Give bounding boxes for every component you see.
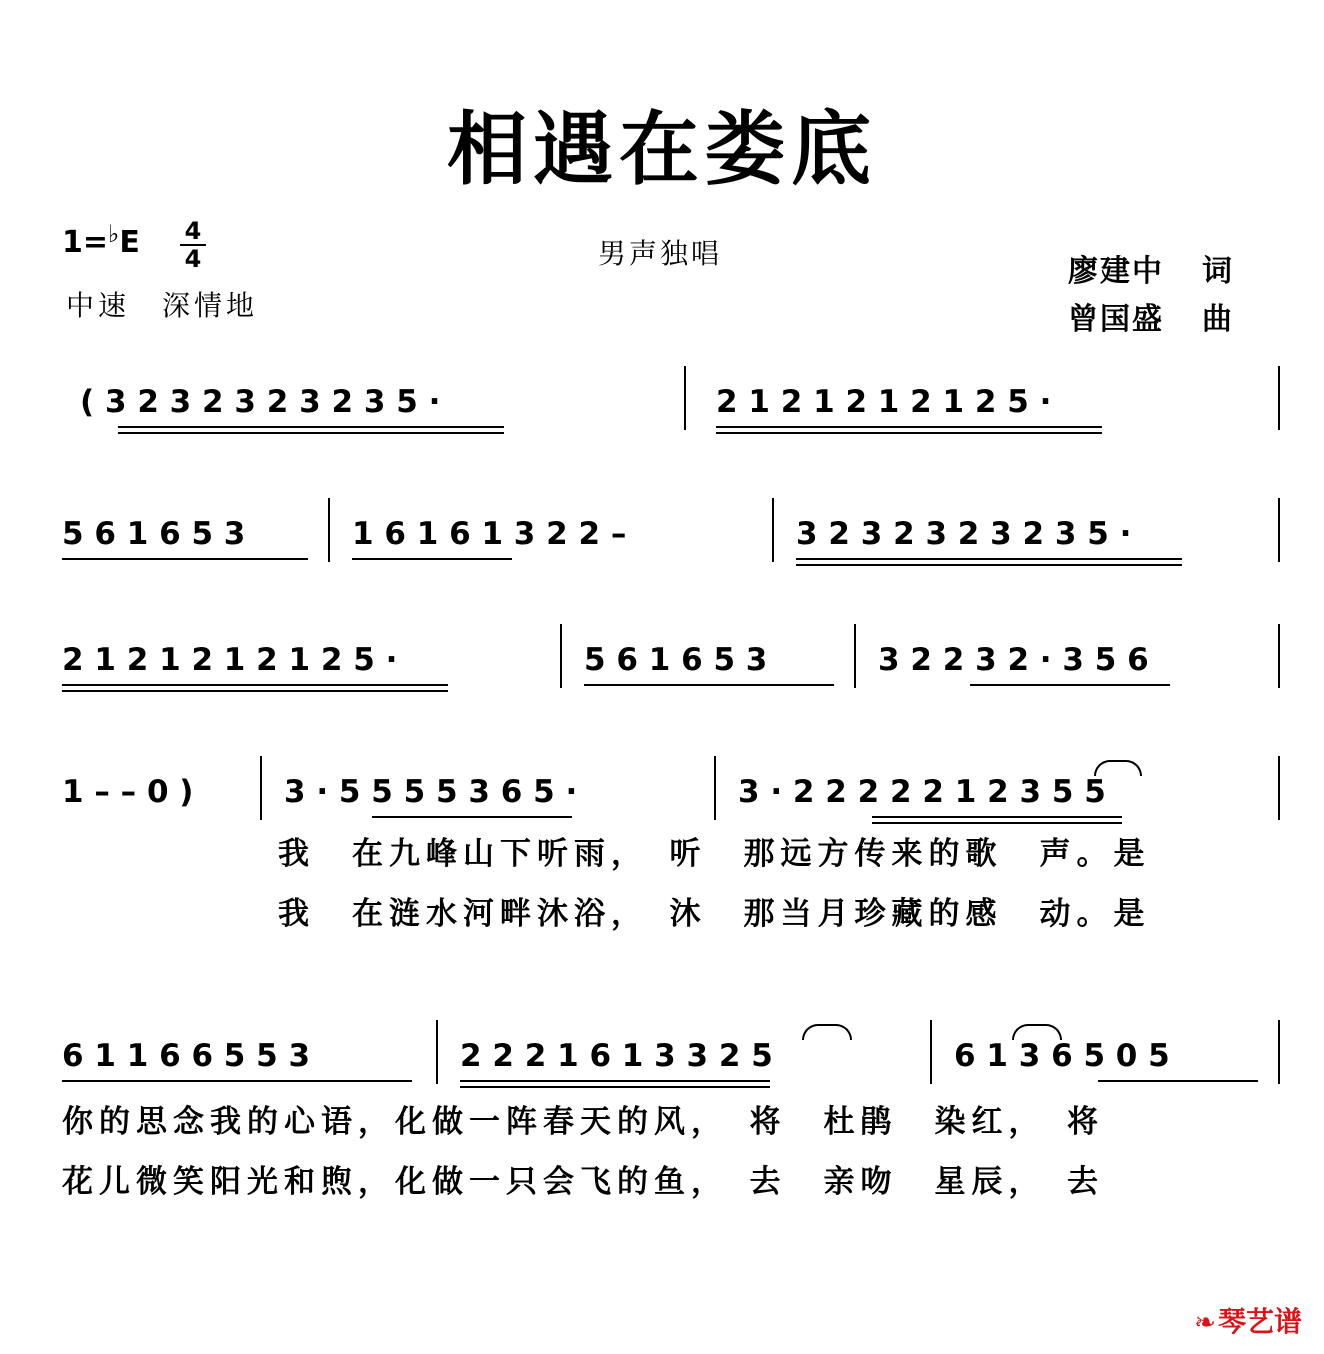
watermark-text: 琴艺谱: [1217, 1305, 1302, 1338]
notes-measure: 3 2 2 3 2 · 3 5 6: [878, 642, 1149, 678]
notes-measure: 5 6 1 6 5 3: [584, 642, 768, 678]
composer-name: 曾国盛: [1068, 302, 1164, 337]
key-letter: E: [119, 225, 140, 260]
notes-measure: 1 – – 0 ): [62, 774, 194, 810]
notes-measure: 2 1 2 1 2 1 2 1 2 5 ·: [716, 384, 1052, 420]
composer-role: 曲: [1202, 302, 1234, 337]
watermark: [1194, 1300, 1302, 1340]
notes-measure: 2 1 2 1 2 1 2 1 2 5 ·: [62, 642, 398, 678]
key-tonic: 1=: [62, 225, 109, 260]
composer-credit: [1068, 294, 1234, 338]
time-signature-bottom: 4: [184, 245, 202, 273]
notes-measure: 5 6 1 6 5 3: [62, 516, 246, 552]
time-signature-top: 4: [184, 217, 202, 245]
flat-sign: ♭: [108, 220, 120, 248]
notes-measure: ( 3 2 3 2 3 2 3 2 3 5 ·: [80, 384, 441, 420]
notes-measure: 6 1 1 6 6 5 5 3: [62, 1038, 311, 1074]
notes-measure: 1 6 1 6 1 3 2 2 –: [352, 516, 627, 552]
notes-measure: 3 · 2 2 2 2 2 1 2 3 5 5: [738, 774, 1106, 810]
notes-measure: 3 · 5 5 5 5 3 6 5 ·: [284, 774, 578, 810]
notes-measure: 2 2 2 1 6 1 3 3 2 5: [460, 1038, 773, 1074]
notes-measure: 3 2 3 2 3 2 3 2 3 5 ·: [796, 516, 1132, 552]
lyrics-verse-2: 花儿微笑阳光和煦，化做一只会飞的鱼， 去 亲吻 星辰， 去: [62, 1164, 1104, 1200]
voice-type: 男声独唱: [598, 237, 723, 270]
time-signature: [178, 218, 208, 272]
song-title: 相遇在娄底: [447, 103, 877, 196]
tempo-marking: 中速 深情地: [66, 289, 259, 322]
lyricist-credit: [1068, 246, 1234, 290]
lyrics-verse-1: 我 在九峰山下听雨， 听 那远方传来的歌 声。是: [278, 836, 1151, 872]
lyricist-role: 词: [1202, 254, 1234, 289]
notes-measure: 6 1 3 6 5 0 5: [954, 1038, 1170, 1074]
lyrics-verse-1: 你的思念我的心语，化做一阵春天的风， 将 杜鹃 染红， 将: [62, 1104, 1104, 1140]
key-signature: [62, 220, 140, 260]
lyricist-name: 廖建中: [1068, 254, 1164, 289]
lyrics-verse-2: 我 在涟水河畔沐浴， 沐 那当月珍藏的感 动。是: [278, 896, 1151, 932]
piano-logo-icon: ❧: [1194, 1308, 1216, 1338]
